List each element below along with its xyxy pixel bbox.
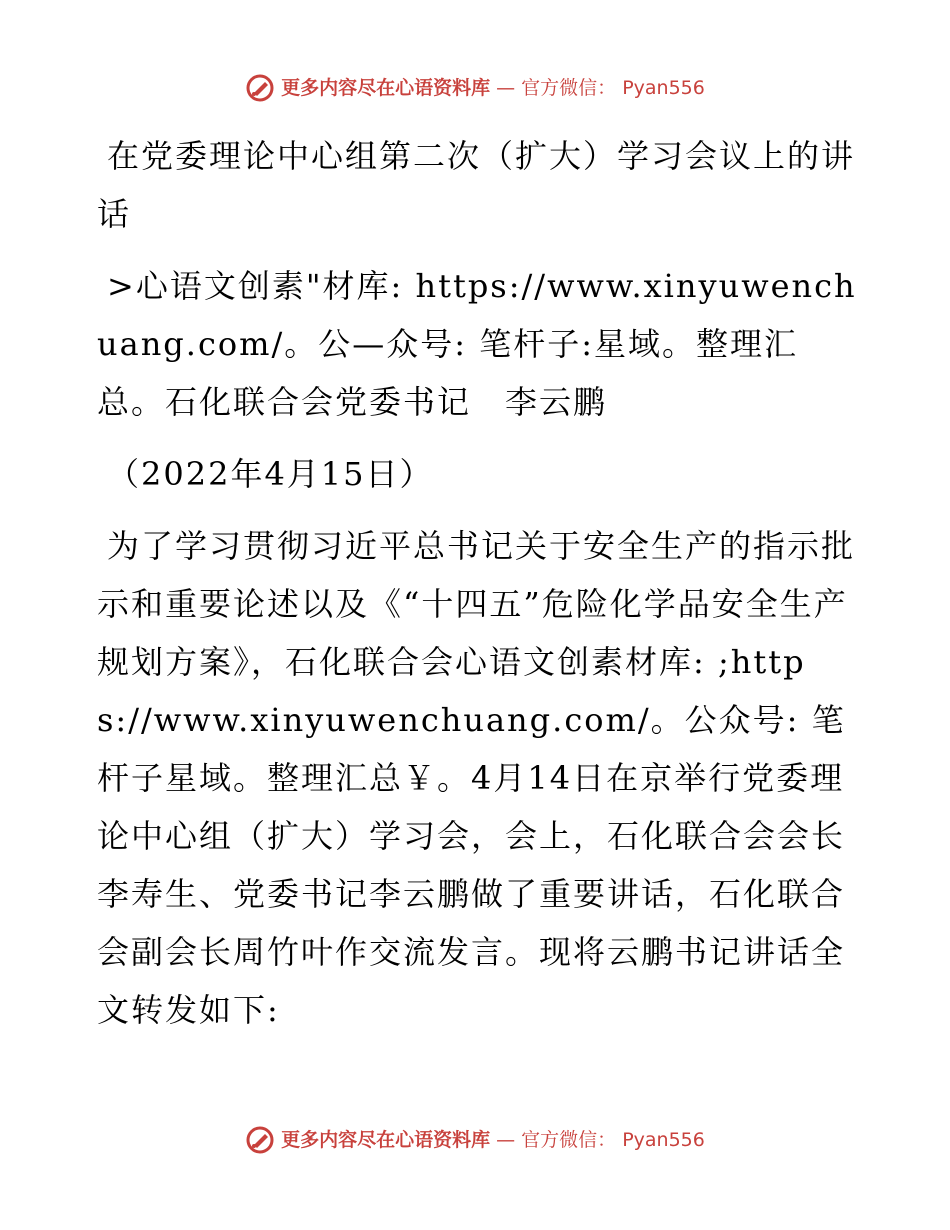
banner-slogan: 更多内容尽在心语资料库	[281, 77, 491, 99]
source-line: >心语文创素"材库: https://www.xinyuwenchuang.com/。公—众号: 笔杆子:星域。整理汇总。石化联合会党委书记 李云鹏	[97, 267, 857, 421]
header-banner	[0, 73, 950, 103]
banner-contact-id: Pyan556	[622, 1129, 705, 1151]
document-content	[97, 127, 857, 1039]
banner-contact-id: Pyan556	[622, 77, 705, 99]
brand-logo-icon	[245, 1125, 275, 1155]
banner-dash: —	[496, 77, 516, 99]
document-date: （2022年4月15日）	[107, 455, 434, 493]
banner-slogan: 更多内容尽在心语资料库	[281, 1129, 491, 1151]
footer-banner	[0, 1125, 950, 1155]
banner-contact-label: 官方微信：	[521, 1129, 617, 1151]
body-paragraph: 为了学习贯彻习近平总书记关于安全生产的指示批示和重要论述以及《“十四五”危险化学品安全生产规划方案》，石化联合会心语文创素材库: ;https://www.xinyuwenchuang.com/。公众号: 笔杆子星域。整理汇总￥。4月14日在京举行党委理论中心组（扩大）学习会，会上，石化联合会会长李寿生、党委书记李云鹏做了重要讲话，石化联合会副会长周竹叶作交流发言。现将云鹏书记讲话全文转发如下:	[97, 527, 856, 1029]
banner-contact-label: 官方微信：	[521, 77, 617, 99]
brand-logo-icon	[245, 73, 275, 103]
banner-dash: —	[496, 1129, 516, 1151]
document-title: 在党委理论中心组第二次（扩大）学习会议上的讲话	[97, 137, 856, 233]
